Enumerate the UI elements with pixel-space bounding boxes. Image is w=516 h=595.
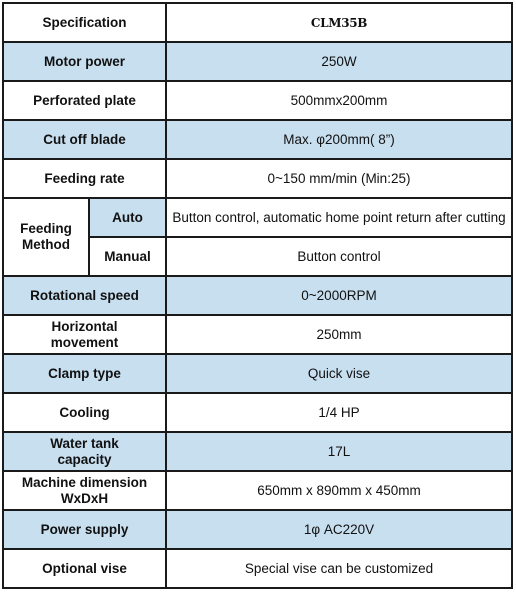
- table-row: [3, 393, 512, 432]
- feeding-method-label-line1: Feeding: [20, 221, 72, 236]
- model-name: CLM35B: [166, 3, 512, 42]
- row-label: Rotational speed: [3, 276, 166, 315]
- row-value: 0~2000RPM: [166, 276, 512, 315]
- table-row: [3, 354, 512, 393]
- row-value: Quick vise: [166, 354, 512, 393]
- row-value: 250mm: [166, 315, 512, 354]
- row-label: Perforated plate: [3, 81, 166, 120]
- table-row: [3, 315, 512, 354]
- table-row-header: [3, 3, 512, 42]
- feeding-method-label-line2: Method: [22, 237, 70, 252]
- table-row: [3, 471, 512, 510]
- row-value: Max. φ200mm( 8”): [166, 120, 512, 159]
- row-label: Cooling: [3, 393, 166, 432]
- row-label: Horizontal movement: [3, 315, 166, 354]
- feeding-manual-label: Manual: [89, 237, 166, 276]
- row-value: 500mmx200mm: [166, 81, 512, 120]
- row-value: 250W: [166, 42, 512, 81]
- table-row: [3, 159, 512, 198]
- row-value: Special vise can be customized: [166, 549, 512, 588]
- table-row: [3, 276, 512, 315]
- row-value: 0~150 mm/min (Min:25): [166, 159, 512, 198]
- row-label: Water tank capacity: [3, 432, 166, 471]
- table-row-feeding-auto: [3, 198, 512, 237]
- row-value: 1/4 HP: [166, 393, 512, 432]
- table-row: [3, 549, 512, 588]
- specification-table: [2, 2, 513, 589]
- feeding-auto-value: Button control, automatic home point return after cutting: [166, 198, 512, 237]
- row-label: Motor power: [3, 42, 166, 81]
- row-label: Machine dimension WxDxH: [3, 471, 166, 510]
- feeding-method-label: [3, 198, 89, 276]
- table-row: [3, 432, 512, 471]
- row-label: Clamp type: [3, 354, 166, 393]
- row-label: Optional vise: [3, 549, 166, 588]
- table-row: [3, 81, 512, 120]
- feeding-manual-value: Button control: [166, 237, 512, 276]
- row-label: Cut off blade: [3, 120, 166, 159]
- table-row: [3, 120, 512, 159]
- row-value: 650mm x 890mm x 450mm: [166, 471, 512, 510]
- table-row: [3, 510, 512, 549]
- row-label: Power supply: [3, 510, 166, 549]
- row-label: Feeding rate: [3, 159, 166, 198]
- header-label: Specification: [3, 3, 166, 42]
- row-value: 17L: [166, 432, 512, 471]
- table-row: [3, 42, 512, 81]
- feeding-auto-label: Auto: [89, 198, 166, 237]
- row-value: 1φ AC220V: [166, 510, 512, 549]
